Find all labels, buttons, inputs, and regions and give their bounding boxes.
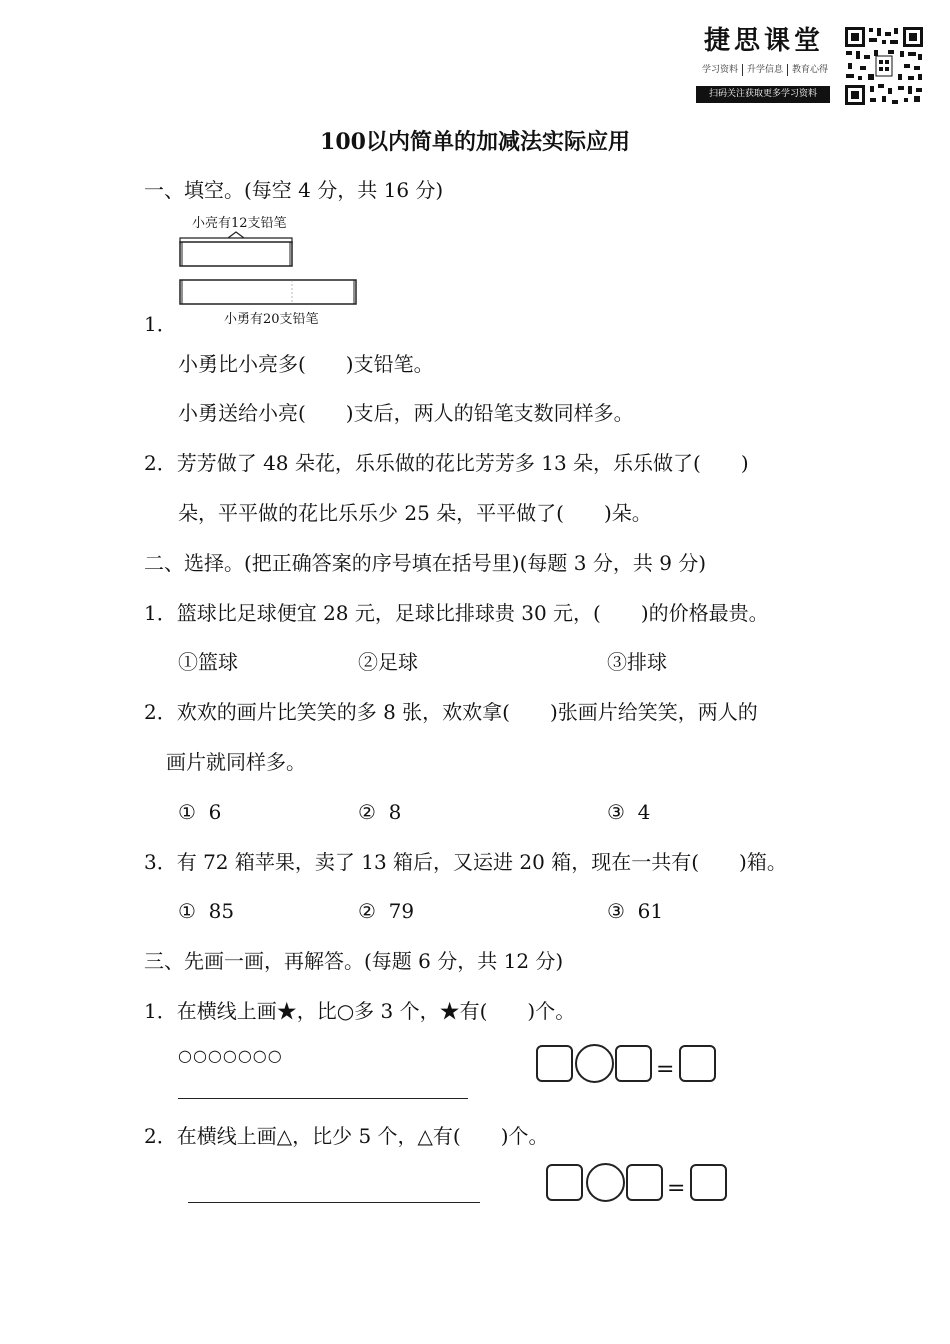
s2-q3-option: ③ 61 [607,899,664,923]
section3-heading: 三、先画一画，再解答。(每题 6 分，共 12 分) [144,949,564,973]
brand-tag: 学习资料 [698,64,743,76]
s2-q1-option: ③排球 [607,650,667,674]
diagram-top-label: 小亮有12支铅笔 [192,216,287,231]
equation-box[interactable] [679,1045,716,1082]
answer-line[interactable] [178,1098,468,1099]
section1-heading: 一、填空。(每空 4 分，共 16 分) [144,178,444,202]
brand-tags [698,64,832,76]
s3-q1-text: 1．在横线上画★，比○多 3 个，★有( )个。 [144,999,576,1023]
pencil-comparison-diagram [172,230,367,306]
s3-q2-text: 2．在横线上画△，比少 5 个，△有( )个。 [144,1124,549,1148]
equation-box[interactable] [536,1045,573,1082]
operator-circle[interactable] [575,1044,614,1083]
circle-row: ○○○○○○○ [178,1046,283,1065]
section2-heading: 二、选择。(把正确答案的序号填在括号里)(每题 3 分，共 9 分) [144,551,707,575]
s1-q1-line1: 小勇比小亮多( )支铅笔。 [178,352,434,376]
s1-q2-line1: 2．芳芳做了 48 朵花，乐乐做的花比芳芳多 13 朵，乐乐做了( ) [144,451,749,475]
s2-q3-option: ② 79 [358,899,415,923]
s2-q2-option: ① 6 [178,800,222,824]
equation-box[interactable] [690,1164,727,1201]
equals-sign: = [667,1176,686,1201]
brand-title: 捷思课堂 [704,26,825,56]
operator-circle[interactable] [586,1163,625,1202]
s2-q2-line1: 2．欢欢的画片比笑笑的多 8 张，欢欢拿( )张画片给笑笑，两人的 [144,700,758,724]
s1-q1-line2: 小勇送给小亮( )支后，两人的铅笔支数同样多。 [178,401,634,425]
s2-q2-line2: 画片就同样多。 [166,750,306,774]
equation-box[interactable] [546,1164,583,1201]
equation-box[interactable] [626,1164,663,1201]
s2-q1-text: 1．篮球比足球便宜 28 元，足球比排球贵 30 元，( )的价格最贵。 [144,601,769,625]
s2-q2-option: ③ 4 [607,800,651,824]
s2-q1-option: ②足球 [358,650,418,674]
page-title: 100以内简单的加减法实际应用 [320,129,630,155]
equation-box[interactable] [615,1045,652,1082]
equals-sign: = [656,1057,675,1082]
s2-q3-text: 3．有 72 箱苹果，卖了 13 箱后，又运进 20 箱，现在一共有( )箱。 [144,850,787,874]
s2-q1-option: ①篮球 [178,650,238,674]
s2-q2-option: ② 8 [358,800,402,824]
q1-number: 1． [144,312,177,336]
brand-tag: 升学信息 [743,64,788,76]
brand-tag: 教育心得 [792,65,829,75]
answer-line[interactable] [188,1202,480,1203]
qr-code-icon[interactable] [844,26,924,106]
brand-banner: 扫码关注获取更多学习资料 [696,86,830,103]
s1-q2-line2: 朵，平平做的花比乐乐少 25 朵，平平做了( )朵。 [178,501,652,525]
s2-q3-option: ① 85 [178,899,235,923]
diagram-bottom-label: 小勇有20支铅笔 [224,312,319,327]
